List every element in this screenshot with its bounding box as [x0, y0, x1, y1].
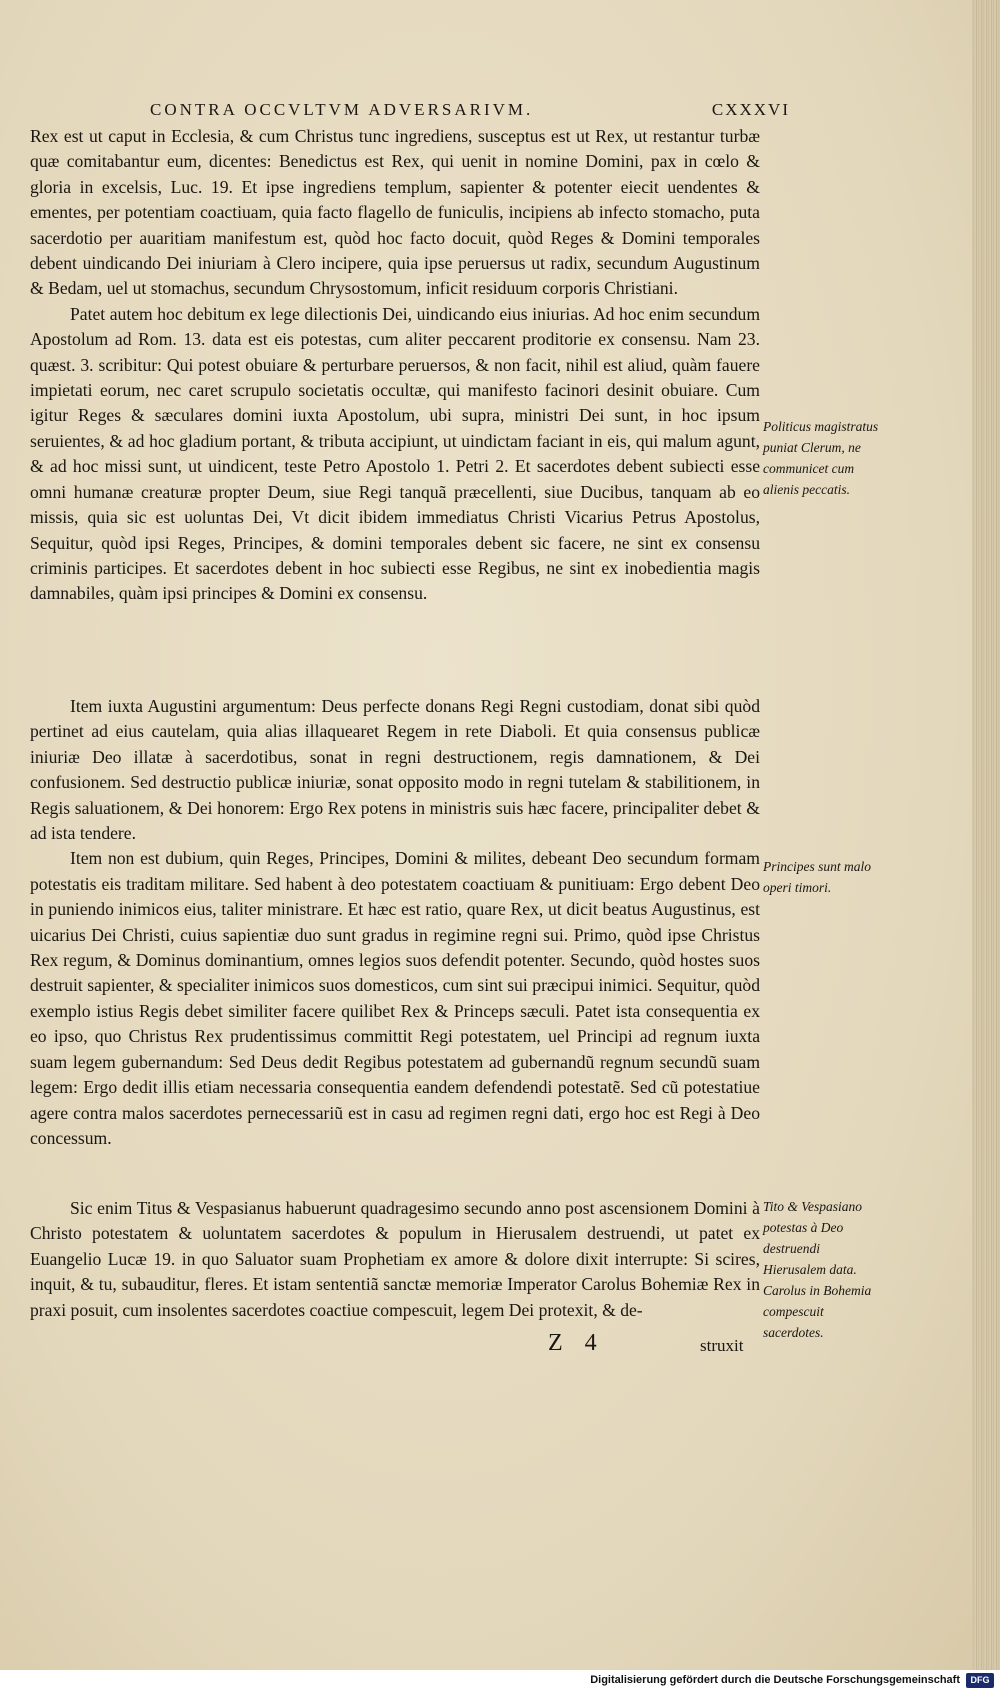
- dfg-logo: DFG: [966, 1673, 994, 1688]
- signature-mark: Z 4: [548, 1330, 605, 1356]
- running-header: [150, 100, 790, 120]
- marginal-note-2: Principes sunt malo operi timori.: [763, 859, 871, 895]
- paragraph-4: Item non est dubium, quin Reges, Principes, Domini & milites, debeant Deo secundum formam potestatis eis traditam militare. Sed habent à deo potestatem coactiuam & punitiuam: Ergo debent Deo in puniendo inimicos eius, taliter ministrare. Et hæc est ratio, quare Rex, ut dicit beatus Augustinus, est uicarius Dei Christi, cuius sapientiæ duo sunt gradus in regimine regni sui. Primo, quòd ipse Christus Rex regum, & Dominus dominantium, omnes legios suos defendit potenter. Secundo, quòd hostes suos destruit sapienter, & specialiter inimicos suos domesticos, cum sint sui præcipui inimici. Sequitur, quòd exemplo istius Regis debet similiter facere quilibet Rex & Princeps sæculi. Patet ista consequentia ex eo ipso, quo Christus Rex prudentissimus committit Regi potestatem, uel Principi ad regnum iuxta suam legem gubernandum: Sed Deus dedit Regibus potestatem ad gubernandũ regnum secundũ suam legem: Ergo dedit illis etiam necessaria consequentia eandem defendendi potestatẽ. Sed cũ potestatiue agere contra malos sacerdotes pernecessariũ est in casu ad regimen regni dati, ergo hoc est Regi à Deo concessum.: [30, 848, 760, 1148]
- marginal-note-1: Politicus magistratus puniat Clerum, ne communicet cum alienis peccatis.: [763, 419, 879, 497]
- paragraph-3: Item iuxta Augustini argumentum: Deus perfecte donans Regi Regni custodiam, donat sibi quòd pertinet ad eius cautelam, quia alias illaquearet Regem in rete Diaboli. Et quia consensus publicæ iniuriæ Deo illatæ à sacerdotibus, sonat in regni destructionem, regis damnationem, & Dei confusionem. Sed destructio publicæ iniuriæ, sonat opposito modo in regni tutelam & stabilitionem, in Regis saluationem, & Dei honorem: Ergo Rex potens in ministris suis hæc facere, principaliter debet & ad ista tendere.: [30, 696, 760, 844]
- running-title: CONTRA OCCVLTVM ADVERSARIVM.: [150, 100, 534, 119]
- main-text-block-1: [30, 124, 760, 607]
- catchword: struxit: [700, 1336, 744, 1355]
- main-text-block-3: [30, 1196, 760, 1323]
- folio-number: CXXXVI: [711, 100, 790, 119]
- page-edge-stack: [972, 0, 1000, 1670]
- main-text-block-2: [30, 694, 760, 1151]
- digitization-credit: Digitalisierung gefördert durch die Deutsche Forschungsgemeinschaft: [590, 1674, 960, 1686]
- paragraph-1: Rex est ut caput in Ecclesia, & cum Christus tunc ingrediens, susceptus est ut Rex, ut restantur turbæ quæ comitabantur eum, dicentes: Benedictus est Rex, qui uenit in nomine Domini, pax in cœlo & gloria in excelsis, Luc. 19. Et ipse ingrediens templum, sapienter & potenter eiecit uendentes & ementes, per potentiam coactiuam, quia facto flagello de funiculis, incipiens ab infecto stomacho, puta sacerdotio per auaritiam manifestum est, quòd hoc facto docuit, quòd Reges & Domini temporales debent uindicando Dei iniuriam à Clero incipere, quia ipse peruersus ut radix, secundum Augustinum & Bedam, uel ut stomachus, secundum Chrysostomum, inficit residuum corporis Christiani.: [30, 126, 760, 299]
- marginal-note-3: Tito & Vespasiano potestas à Deo destruendi Hierusalem data. Carolus in Bohemia compescuit sacerdotes.: [763, 1199, 872, 1340]
- paragraph-5: Sic enim Titus & Vespasianus habuerunt quadragesimo secundo anno post ascensionem Domini à Christo potestatem & uoluntatem sacerdotes & populum in Hierusalem destruendi, ut patet ex Euangelio Lucæ 19. in quo Saluator suam Prophetiam ex amore & dolore dixit interrupte: Si scires, inquit, & tu, subauditur, fleres. Et istam sententiã sanctæ memoriæ Imperator Carolus Bohemiæ Rex in praxi posuit, cum insolentes sacerdotes coactiue compescuit, legem Dei protexit, & de-: [30, 1198, 760, 1320]
- paragraph-2: Patet autem hoc debitum ex lege dilectionis Dei, uindicando eius iniurias. Ad hoc enim secundum Apostolum ad Rom. 13. data est eis potestas, cum aliter peccarent proditorie ex consensu. Nam 23. quæst. 3. scribitur: Qui potest obuiare & perturbare peruersos, & non facit, nihil est aliud, quàm fauere impietati eorum, nec caret scrupulo societatis occultæ, qui manifesto facinori desinit obuiare. Cum igitur Reges & sæculares domini iuxta Apostolum, ubi supra, ministri Dei sunt, in hoc ipsum seruientes, & ad hoc gladium portant, & tributa accipiunt, ut uindictam faciant in eis, qui malum agunt, & ad hoc missi sunt, ut uindicent, teste Petro Apostolo 1. Petri 2. Et sacerdotes debent subiecti esse omni humanæ creaturæ propter Deum, siue Regi tanquã præcellenti, siue Ducibus, tanquam ab eo missis, quia sic est uoluntas Dei, Vt dicit ibidem immediatus Christi Vicarius Petrus Apostolus, Sequitur, quòd ipsi Reges, Principes, & domini temporales debent sic facere, ne sint ex consensu criminis participes. Et sacerdotes debent in hoc subiecti esse Regibus, ne sint ex inobedientia magis damnabiles, quàm ipsi principes & Domini ex consensu.: [30, 303, 760, 604]
